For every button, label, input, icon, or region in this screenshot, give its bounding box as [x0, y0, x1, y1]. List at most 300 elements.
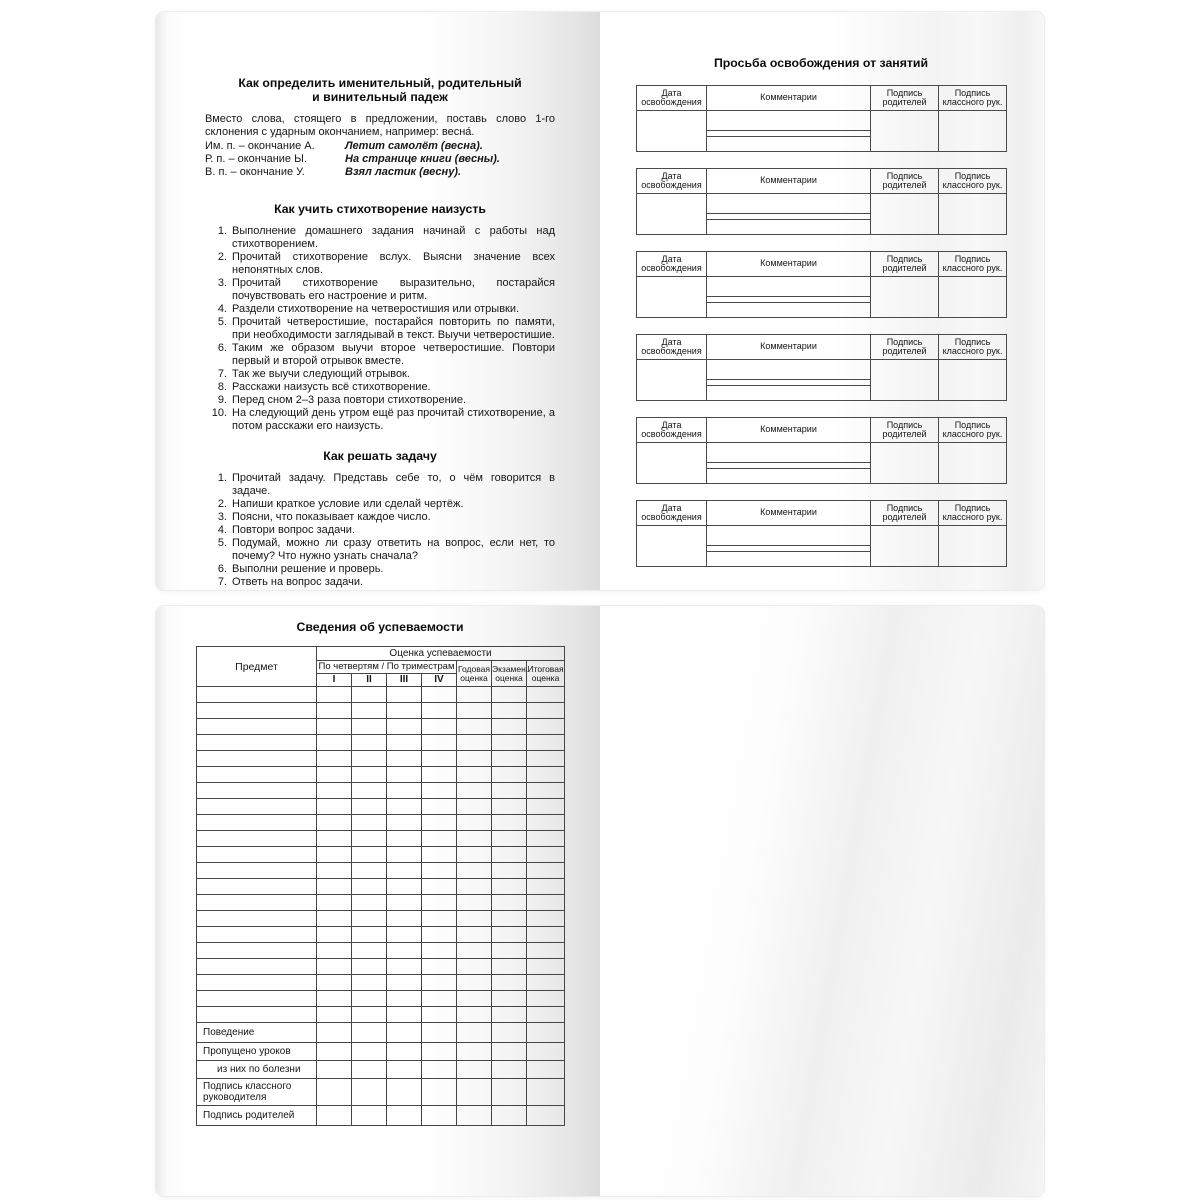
grade-cell [527, 959, 565, 975]
grade-cell [387, 767, 422, 783]
grade-cell [317, 879, 352, 895]
comments-rule-line [707, 546, 870, 552]
footer-label: из них по болезни [197, 1061, 317, 1079]
memo-page [156, 12, 600, 590]
blank-page [600, 606, 1044, 1196]
grade-cell [352, 831, 387, 847]
grade-cell [492, 1023, 527, 1043]
grade-cell [387, 687, 422, 703]
comments-cell [707, 526, 871, 567]
date-cell [637, 360, 707, 401]
grade-cell [387, 927, 422, 943]
grade-cell [387, 879, 422, 895]
comments-rule-line [707, 526, 870, 546]
grade-cell [422, 799, 457, 815]
grade-cell [457, 831, 492, 847]
grade-cell [422, 751, 457, 767]
subject-row [197, 703, 565, 719]
item-text: Перед сном 2–3 раза повтори стихотворение. [232, 394, 467, 406]
grade-cell [317, 767, 352, 783]
parent-signature-col-header: Подпись родителей [871, 86, 939, 111]
poem-steps-list [205, 225, 555, 433]
item-number: 6. [217, 563, 227, 575]
grade-cell [457, 879, 492, 895]
case-ending: Р. п. – окончание Ы. [205, 153, 307, 165]
subject-cell [197, 1007, 317, 1023]
grade-cell [457, 911, 492, 927]
grade-cell [317, 1079, 352, 1106]
item-number: 7. [217, 576, 227, 588]
item-number: 4. [217, 524, 227, 536]
comments-cell [707, 360, 871, 401]
parent-signature-cell [871, 111, 939, 152]
subject-col-header: Предмет [197, 647, 317, 687]
list-item [205, 368, 555, 381]
subject-cell [197, 719, 317, 735]
grade-cell [457, 863, 492, 879]
grade-cell [317, 687, 352, 703]
grade-cell [527, 943, 565, 959]
subject-row [197, 735, 565, 751]
parent-signature-col-header: Подпись родителей [871, 501, 939, 526]
grade-cell [527, 1043, 565, 1061]
quarter-1-header: I [317, 674, 352, 687]
grade-cell [352, 895, 387, 911]
item-text: Таким же образом выучи второе четверостишие. Повтори первый и второй отрывок вместе. [232, 342, 555, 367]
top-spread-sheet [156, 12, 1044, 590]
grade-cell [492, 767, 527, 783]
comments-rule-line [707, 131, 870, 137]
release-page-title: Просьба освобождения от занятий [713, 56, 929, 70]
grade-cell [387, 959, 422, 975]
grade-cell [317, 799, 352, 815]
grade-cell [352, 1007, 387, 1023]
grade-cell [317, 1106, 352, 1126]
grade-cell [387, 847, 422, 863]
grade-cell [457, 1106, 492, 1126]
grade-cell [387, 1023, 422, 1043]
release-header-row [637, 335, 1007, 360]
subject-row [197, 687, 565, 703]
comments-rule-line [707, 297, 870, 303]
item-text: Повтори вопрос задачи. [232, 524, 355, 536]
subject-row [197, 911, 565, 927]
grade-cell [457, 815, 492, 831]
list-item [205, 303, 555, 316]
comments-rule-line [707, 380, 870, 386]
subject-row [197, 991, 565, 1007]
date-col-header: Дата освобождения [637, 418, 707, 443]
grade-cell [492, 1106, 527, 1126]
date-cell [637, 111, 707, 152]
item-number: 3. [217, 277, 227, 289]
grade-cell [492, 911, 527, 927]
grade-cell [387, 703, 422, 719]
grade-cell [457, 895, 492, 911]
grade-cell [492, 863, 527, 879]
grade-cell [492, 1061, 527, 1079]
grade-cell [317, 1023, 352, 1043]
grade-cell [457, 1023, 492, 1043]
grade-cell [457, 927, 492, 943]
list-item [205, 381, 555, 394]
grade-cell [492, 991, 527, 1007]
grade-cell [352, 1043, 387, 1061]
grade-cell [352, 1079, 387, 1106]
grade-cell [352, 943, 387, 959]
grades-header-row-1 [197, 647, 565, 661]
release-table [636, 417, 1007, 484]
subject-cell [197, 975, 317, 991]
list-item [205, 524, 555, 537]
memo-content [205, 76, 555, 589]
release-header-row [637, 169, 1007, 194]
grade-cell [527, 879, 565, 895]
subject-row [197, 927, 565, 943]
list-item [205, 316, 555, 342]
item-number: 1. [217, 225, 227, 237]
title-line-2: и винительный падеж [312, 90, 448, 104]
subject-row [197, 895, 565, 911]
grades-col-header: Оценка успеваемости [317, 647, 565, 661]
subject-cell [197, 895, 317, 911]
grade-cell [387, 799, 422, 815]
grade-cell [527, 863, 565, 879]
comments-rule-line [707, 214, 870, 220]
release-header-row [637, 252, 1007, 277]
grade-cell [352, 799, 387, 815]
item-text: Прочитай задачу. Представь себе то, о чём говорится в задаче. [232, 472, 555, 497]
grade-cell [387, 815, 422, 831]
grade-cell [492, 815, 527, 831]
item-number: 3. [217, 511, 227, 523]
case-ending: В. п. – окончание У. [205, 166, 305, 178]
parent-signature-cell [871, 443, 939, 484]
grade-cell [492, 799, 527, 815]
grade-cell [492, 831, 527, 847]
grade-cell [422, 911, 457, 927]
date-cell [637, 526, 707, 567]
grade-cell [352, 847, 387, 863]
grade-cell [457, 1061, 492, 1079]
subject-cell [197, 863, 317, 879]
case-row [205, 140, 555, 153]
grade-cell [352, 991, 387, 1007]
grade-cell [352, 719, 387, 735]
grade-cell [527, 783, 565, 799]
grade-cell [492, 943, 527, 959]
quarters-col-header: По четвертям / По триместрам [317, 661, 457, 674]
grade-cell [527, 767, 565, 783]
grade-cell [422, 863, 457, 879]
grade-cell [457, 767, 492, 783]
grade-cell [527, 1106, 565, 1126]
release-body-row [637, 443, 1007, 484]
comments-col-header: Комментарии [707, 335, 871, 360]
item-text: Выполни решение и проверь. [232, 563, 384, 575]
grade-cell [527, 1061, 565, 1079]
item-number: 5. [217, 537, 227, 549]
teacher-signature-col-header: Подпись классного рук. [939, 335, 1007, 360]
grade-cell [317, 815, 352, 831]
grade-cell [422, 959, 457, 975]
grade-cell [457, 735, 492, 751]
cases-intro: Вместо слова, стоящего в предложении, поставь слово 1-го склонения с ударным окончанием, например: весна́. [205, 113, 555, 138]
grade-cell [352, 767, 387, 783]
bottom-spread-sheet [156, 606, 1044, 1196]
grade-cell [527, 975, 565, 991]
grade-cell [317, 1043, 352, 1061]
subject-cell [197, 751, 317, 767]
comments-rule-line [707, 463, 870, 469]
grade-cell [387, 1061, 422, 1079]
item-number: 5. [217, 316, 227, 328]
grade-cell [422, 943, 457, 959]
teacher-signature-col-header: Подпись классного рук. [939, 501, 1007, 526]
title-line-1: Как определить именительный, родительный [238, 76, 522, 90]
grade-cell [352, 911, 387, 927]
item-number: 6. [217, 342, 227, 354]
comments-col-header: Комментарии [707, 501, 871, 526]
grade-cell [317, 703, 352, 719]
grade-cell [527, 831, 565, 847]
grade-cell [387, 975, 422, 991]
comments-col-header: Комментарии [707, 418, 871, 443]
grade-cell [317, 911, 352, 927]
grade-cell [492, 879, 527, 895]
grade-cell [422, 735, 457, 751]
grade-cell [352, 1106, 387, 1126]
teacher-signature-col-header: Подпись классного рук. [939, 418, 1007, 443]
comments-rule-line [707, 443, 870, 463]
item-text: Прочитай стихотворение вслух. Выясни значение всех непонятных слов. [232, 251, 555, 276]
parent-signature-col-header: Подпись родителей [871, 252, 939, 277]
grade-cell [457, 703, 492, 719]
grade-cell [422, 815, 457, 831]
comments-rule-line [707, 111, 870, 131]
grade-cell [387, 943, 422, 959]
grade-cell [387, 831, 422, 847]
comments-cell [707, 443, 871, 484]
release-body-row [637, 111, 1007, 152]
grade-cell [492, 751, 527, 767]
grade-cell [352, 975, 387, 991]
release-table [636, 500, 1007, 567]
subject-cell [197, 815, 317, 831]
item-text: Раздели стихотворение на четверостишия или отрывки. [232, 303, 520, 315]
grade-cell [422, 831, 457, 847]
footer-label: Поведение [197, 1023, 317, 1043]
grade-cell [352, 783, 387, 799]
grade-cell [317, 1007, 352, 1023]
release-body-row [637, 194, 1007, 235]
item-text: Прочитай стихотворение выразительно, постарайся почувствовать его настроение и ритм. [232, 277, 555, 302]
list-item [205, 342, 555, 368]
release-header-row [637, 418, 1007, 443]
parent-signature-cell [871, 526, 939, 567]
memo-title-task: Как решать задачу [323, 449, 437, 463]
grade-cell [387, 863, 422, 879]
grade-cell [492, 687, 527, 703]
grade-cell [387, 911, 422, 927]
subject-row [197, 943, 565, 959]
grade-cell [352, 1061, 387, 1079]
grade-cell [317, 751, 352, 767]
item-text: Ответь на вопрос задачи. [232, 576, 364, 588]
grade-cell [317, 719, 352, 735]
memo-title-poem: Как учить стихотворение наизусть [274, 202, 486, 216]
grade-cell [317, 783, 352, 799]
teacher-signature-cell [939, 443, 1007, 484]
grade-cell [317, 943, 352, 959]
grade-cell [457, 991, 492, 1007]
grade-cell [527, 703, 565, 719]
list-item [205, 563, 555, 576]
footer-row [197, 1043, 565, 1061]
case-example: Взял ластик (весну). [345, 166, 462, 178]
teacher-signature-cell [939, 526, 1007, 567]
grade-cell [317, 927, 352, 943]
subject-cell [197, 879, 317, 895]
subject-row [197, 1007, 565, 1023]
item-number: 10. [211, 407, 227, 419]
comments-col-header: Комментарии [707, 252, 871, 277]
grade-cell [317, 735, 352, 751]
date-col-header: Дата освобождения [637, 252, 707, 277]
item-number: 4. [217, 303, 227, 315]
grades-page-title: Сведения об успеваемости [296, 620, 464, 634]
release-body-row [637, 526, 1007, 567]
item-text: Напиши краткое условие или сделай чертёж. [232, 498, 464, 510]
date-col-header: Дата освобождения [637, 335, 707, 360]
subject-row [197, 863, 565, 879]
grade-cell [457, 799, 492, 815]
grade-cell [352, 927, 387, 943]
item-text: Прочитай четверостишие, постарайся повторить по памяти, при необходимости заглядывай в текст. Выучи четверостишие. [232, 316, 555, 341]
grade-cell [422, 703, 457, 719]
grade-cell [317, 1061, 352, 1079]
grade-cell [492, 847, 527, 863]
list-item [205, 225, 555, 251]
subject-row [197, 783, 565, 799]
comments-rule-line [707, 194, 870, 214]
parent-signature-cell [871, 277, 939, 318]
grade-cell [352, 735, 387, 751]
grade-cell [387, 1106, 422, 1126]
cases-list [205, 140, 555, 179]
grade-cell [422, 783, 457, 799]
grades-table [196, 646, 565, 1126]
comments-rule-line [707, 277, 870, 297]
list-item [205, 472, 555, 498]
grade-cell [457, 847, 492, 863]
footer-label: Подпись классного руководителя [197, 1079, 317, 1106]
quarter-4-header: IV [422, 674, 457, 687]
grade-cell [527, 687, 565, 703]
grade-cell [457, 1079, 492, 1106]
exam-grade-col-header: Экзамен. оценка [492, 661, 527, 687]
parent-signature-cell [871, 194, 939, 235]
grade-cell [527, 927, 565, 943]
subject-cell [197, 847, 317, 863]
parent-signature-col-header: Подпись родителей [871, 169, 939, 194]
grade-cell [352, 879, 387, 895]
grade-cell [457, 959, 492, 975]
grade-cell [527, 1023, 565, 1043]
grade-cell [352, 815, 387, 831]
grade-cell [527, 991, 565, 1007]
teacher-signature-col-header: Подпись классного рук. [939, 169, 1007, 194]
item-text: Выполнение домашнего задания начинай с работы над стихотворением. [232, 225, 555, 250]
grade-cell [387, 991, 422, 1007]
subject-cell [197, 703, 317, 719]
grade-cell [387, 751, 422, 767]
parent-signature-cell [871, 360, 939, 401]
grade-cell [387, 719, 422, 735]
subject-cell [197, 735, 317, 751]
teacher-signature-col-header: Подпись классного рук. [939, 86, 1007, 111]
subject-cell [197, 959, 317, 975]
subject-row [197, 767, 565, 783]
release-table [636, 85, 1007, 152]
subject-row [197, 975, 565, 991]
grade-cell [527, 1007, 565, 1023]
grade-cell [492, 703, 527, 719]
grade-cell [457, 687, 492, 703]
release-table [636, 251, 1007, 318]
grade-cell [422, 847, 457, 863]
subject-row [197, 959, 565, 975]
list-item [205, 511, 555, 524]
subject-row [197, 799, 565, 815]
grade-cell [492, 783, 527, 799]
list-item [205, 537, 555, 563]
teacher-signature-cell [939, 360, 1007, 401]
grade-cell [457, 1043, 492, 1061]
grade-cell [527, 815, 565, 831]
teacher-signature-col-header: Подпись классного рук. [939, 252, 1007, 277]
item-text: Подумай, можно ли сразу ответить на вопрос, если нет, то почему? Что нужно узнать сначала? [232, 537, 555, 562]
quarter-2-header: II [352, 674, 387, 687]
subject-row [197, 751, 565, 767]
case-example: На странице книги (весны). [345, 153, 500, 165]
list-item [205, 576, 555, 589]
release-body-row [637, 277, 1007, 318]
subject-row [197, 719, 565, 735]
grade-cell [492, 927, 527, 943]
grade-cell [527, 799, 565, 815]
subject-cell [197, 943, 317, 959]
grade-cell [527, 1079, 565, 1106]
footer-label: Пропущено уроков [197, 1043, 317, 1061]
item-number: 2. [217, 498, 227, 510]
grade-cell [492, 719, 527, 735]
grade-cell [422, 1007, 457, 1023]
footer-row [197, 1023, 565, 1043]
grade-cell [422, 927, 457, 943]
footer-label: Подпись родителей [197, 1106, 317, 1126]
grade-cell [422, 991, 457, 1007]
grade-cell [422, 1023, 457, 1043]
date-col-header: Дата освобождения [637, 86, 707, 111]
grade-cell [317, 863, 352, 879]
list-item [205, 498, 555, 511]
footer-row [197, 1079, 565, 1106]
grade-cell [457, 1007, 492, 1023]
grade-cell [492, 735, 527, 751]
grades-page [156, 606, 600, 1196]
case-row [205, 153, 555, 166]
